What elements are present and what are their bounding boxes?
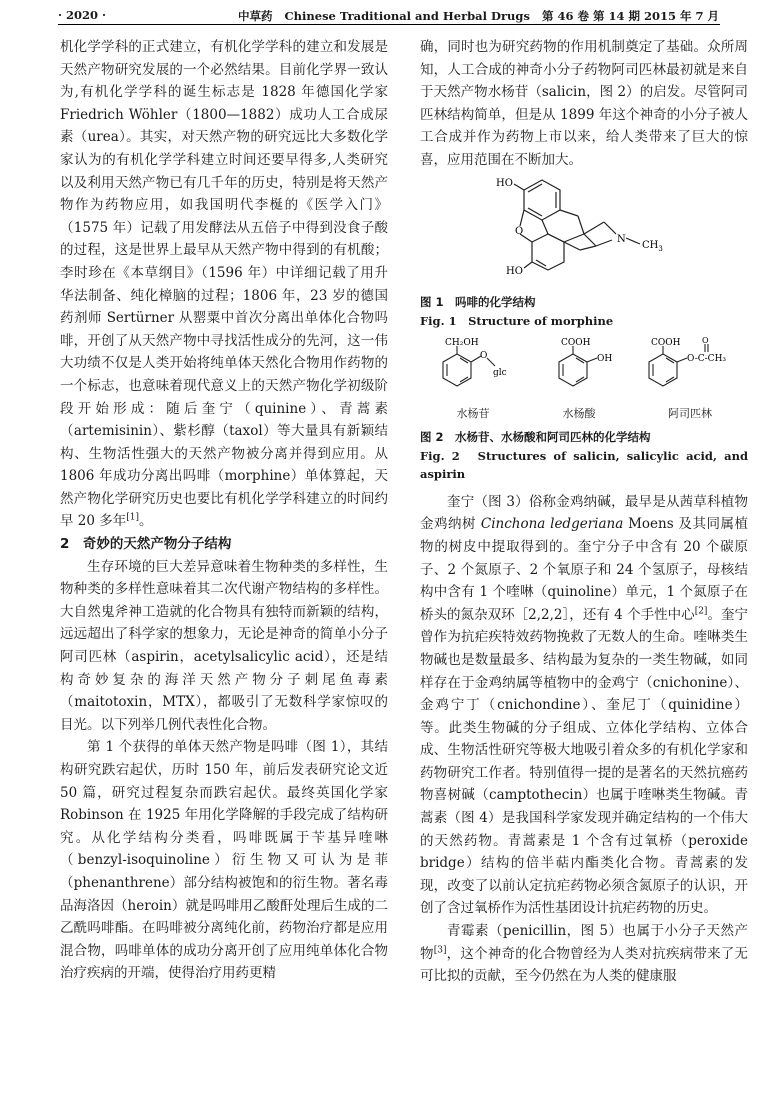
nitrogen-label: N [617, 233, 626, 245]
figure-1-caption-cn: 图 1 吗啡的化学结构 [420, 295, 536, 310]
salicin-structure-diagram [423, 336, 523, 398]
paragraph: 生存环境的巨大差异意味着生物种类的多样性，生物种类的多样性意味着其二次代谢产物结构的多样性。大自然鬼斧神工造就的化合物具有独特而新颖的结构，远远超出了科学家的想象力，无论是神奇的简单小分子阿司匹林（aspirin，acetylsalicylic acid），还是结构奇妙复杂的海洋天然产物分子刺尾鱼毒素（maitotoxin，MTX），都吸引了无数科学家惊叹的目光。以下列举几例代表性化合物。 [60, 558, 388, 733]
paragraph-text: Moens 及其同属植物的树皮中提取得到的。奎宁分子中含有 20 个碳原子、2 个氮原子、2 个氧原子和 24 个氢原子，母核结构中含有 1 个喹啉（quinoline）单元，1 个氮原子在桥头的氮杂双环［2,2,2］，还有 4 个手性中心 [420, 516, 748, 623]
citation: [1] [126, 512, 140, 523]
right-column [420, 36, 748, 988]
aspirin-label: 阿司匹林 [668, 406, 712, 420]
aspirin-structure-diagram [635, 336, 745, 398]
figure-2-molecules [420, 336, 748, 422]
figure-1-caption-en: Fig. 1 Structure of morphine [420, 314, 614, 329]
methyl-subscript: 3 [658, 244, 663, 253]
figure-2-caption-en: Fig. 2 Structures of salicin, salicylic acid, and aspirin [420, 448, 748, 481]
ho-top-label: HO [496, 177, 513, 189]
ring-oxygen-label: O [515, 225, 524, 237]
salicin-oxygen: O [480, 351, 488, 362]
paragraph [60, 36, 388, 533]
left-column [60, 36, 388, 985]
paragraph-text: 奎宁（图 3）俗称金鸡纳碱，最早是从茜草科植物金鸡纳树 [420, 493, 748, 533]
salicylic-acid-group-label: COOH [561, 338, 591, 349]
paragraph-text: 。奎宁曾作为抗疟疾特效药物挽救了无数人的生命。喹啉类生物碱也是数量最多、结构最为复杂的一类生物碱，如同样存在于金鸡纳属等植物中的金鸡宁（cnichonine）、金鸡宁丁（cnichondine）、奎尼丁（quinidine）等。此类生物碱的分子组成、立体化学结构、立体合成、生物活性研究等极大地吸引着众多的有机化学家和药物研究工作者。特别值得一提的是著名的天然抗癌药物喜树碱（camptothecin）也属于喹啉类生物碱。青蒿素（图 4）是我国科学家发现并确定结构的一个伟大的天然药物。青蒿素是 1 个含有过氧桥（peroxide bridge）结构的倍半萜内酯类化合物。青蒿素的发现，改变了以前认定抗疟药物必须含氮原子的认识，开创了含过氧桥作为活性基团设计抗疟药物的历史。 [420, 606, 748, 917]
running-header [58, 8, 720, 25]
paragraph: 确，同时也为研究药物的作用机制奠定了基础。众所周知，人工合成的神奇小分子药物阿司匹林最初就是来自于天然产物水杨苷（salicin，图 2）的启发。尽管阿司匹林结构简单，但是从 1899 年这个神奇的小分子被人工合成并作为药物上市以来，给人类带来了巨大的惊喜，应用范围在不断加大。 [420, 39, 748, 168]
figure-1 [420, 176, 748, 331]
paragraph [420, 920, 748, 988]
journal-title-cn: 中草药 [238, 9, 273, 23]
salicylic-acid [529, 336, 629, 422]
aspirin [635, 336, 745, 422]
aspirin-carbonyl-oxygen: O [702, 336, 709, 346]
methyl-label [642, 240, 663, 253]
aspirin-acid-group-label: COOH [651, 338, 681, 349]
paragraph-end: 。 [139, 513, 153, 530]
journal-title-en: Chinese Traditional and Herbal Drugs [284, 9, 530, 23]
citation: [2] [694, 606, 708, 617]
paragraph [420, 491, 748, 920]
aspirin-ester-label: O-C-CH₃ [687, 354, 727, 365]
page-number: · 2020 · [58, 8, 107, 22]
salicin-group-label: CH₂OH [445, 338, 479, 349]
salicylic-acid-structure-diagram [529, 336, 629, 398]
morphine-structure-diagram [484, 176, 684, 286]
figure-2 [420, 336, 748, 483]
salicylic-acid-oh-label: OH [597, 354, 613, 365]
salicin [423, 336, 523, 422]
paragraph-text: ，这个神奇的化合物曾经为人类对抗疾病带来了无可比拟的贡献，至今仍然在为人类的健康服 [420, 945, 749, 985]
ho-bottom-label: HO [506, 265, 523, 277]
salicin-glc: glc [493, 368, 507, 379]
journal-issue: 第 46 卷 第 14 期 2015 年 7 月 [541, 9, 719, 23]
species-name: Cinchona ledgeriana [480, 516, 624, 533]
section-heading: 2 奇妙的天然产物分子结构 [60, 536, 232, 553]
salicin-label: 水杨苷 [456, 406, 490, 420]
paragraph-text: 青霉素（penicillin，图 5）也属于小分子天然产物 [420, 923, 748, 962]
paragraph-text: 机化学学科的正式建立，有机化学学科的建立和发展是天然产物研究发展的一个必然结果。目前化学界一致认为,有机化学学科的诞生标志是 1828 年德国化学家 Friedrich Wöhler（1800—1882）成功人工合成尿素（urea）。其实，对天然产物的研究远比大多数化学家认为的有机化学学科建立时间还要早得多,人类研究以及利用天然产物已有几千年的历史，特别是将天然产物作为药物应用，如我国明代李梴的《医学入门》（1575 年）记载了用发酵法从五倍子中得到没食子酸的过程，这是世界上最早从天然产物中得到的有机酸；李时珍在《本草纲目》（1596 年）中详细记载了用升华法制备、纯化樟脑的过程；1806 年，23 岁的德国药剂师 Sertürner 从罂粟中首次分离出单体化合物吗啡，开创了从天然产物中寻找活性成分的先河，这一伟大功绩不仅是人类开始将纯单体天然化合物用作药物的一个标志，也意味着现代意义上的天然产物化学初级阶段开始形成：随后奎宁（quinine）、青蒿素（artemisinin）、紫杉醇（taxol）等大量具有新颖结构、生物活性强大的天然产物被分离并得到应用。从 1806 年成功分离出吗啡（morphine）单体算起，天然产物化学研究历史也要比有机化学学科建立的时间约早 20 多年 [60, 39, 388, 530]
citation: [3] [433, 945, 447, 956]
journal-line [238, 8, 719, 24]
salicylic-acid-label: 水杨酸 [562, 406, 596, 420]
figure-2-caption-cn: 图 2 水杨苷、水杨酸和阿司匹林的化学结构 [420, 429, 651, 444]
paragraph: 第 1 个获得的单体天然产物是吗啡（图 1），其结构研究跌宕起伏，历时 150 年，前后发表研究论文近 50 篇，研究过程复杂而跌宕起伏。最终英国化学家 Robinson 在 1925 年用化学降解的手段完成了结构研究。从化学结构分类看，吗啡既属于苄基异喹啉（benzyl-isoquinoline）衍生物又可认为是菲（phenanthrene）部分结构被饱和的衍生物。著名毒品海洛因（heroin）就是吗啡用乙酸酐处理后生成的二乙酰吗啡酯。在吗啡被分离纯化前，药物治疗都是应用混合物，吗啡单体的成功分离开创了应用纯单体化合物治疗疾病的开端，使得治疗用药更精 [60, 739, 388, 982]
methyl-ch: CH [642, 239, 659, 251]
